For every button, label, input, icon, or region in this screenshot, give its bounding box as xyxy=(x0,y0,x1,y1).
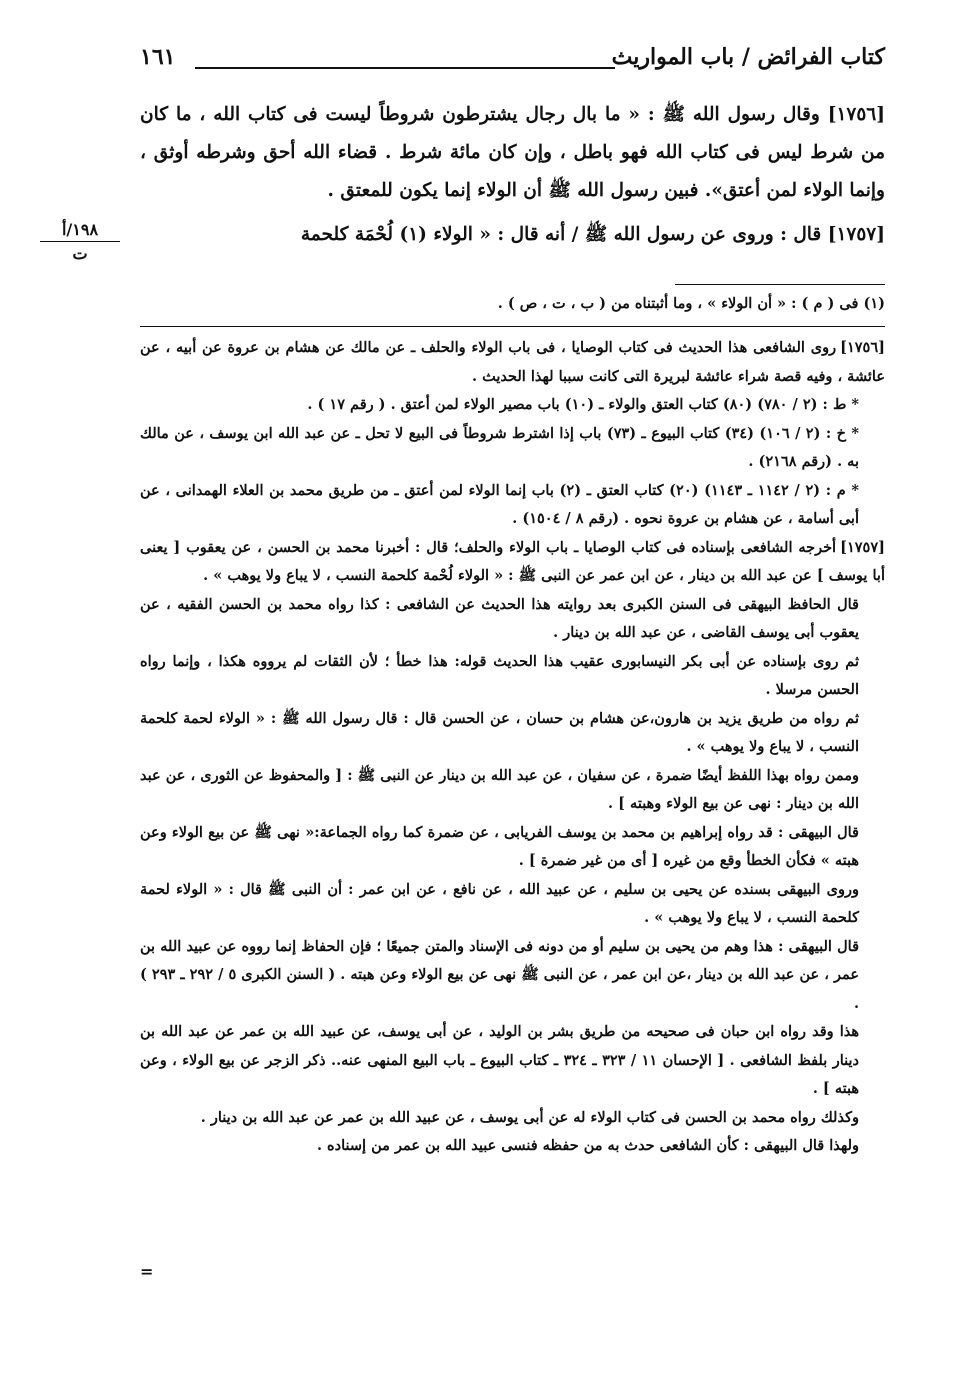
commentary-divider xyxy=(140,326,885,327)
commentary-paragraph: هذا وقد رواه ابن حبان فى صحيحه من طريق بشر بن الوليد ، عن أبى يوسف، عن عبيد الله بن عمر عن عبد الله بن دينار بلفظ الشافعى . [ الإحسان ١١ / ٣٢٣ ـ ٣٢٤ ـ كتاب البيوع ـ باب البيع المنهى عنه.. ذكر الزجر عن بيع الولاء ، وعن هبته ] . xyxy=(140,1023,859,1097)
citation-kh: * خ : (٢ / ١٠٦) (٣٤) كتاب البيوع ـ (٧٣) باب إذا اشترط شروطاً فى البيع لا تحل ـ عن عبد الله ابن يوسف ، عن مالك به . (رقم ٢١٦٨) . xyxy=(140,424,859,470)
manuscript-siglum: ت xyxy=(72,244,88,263)
hadith-text: وقال رسول الله ﷺ : « ما بال رجال يشترطون شروطاً ليست فى كتاب الله ، ما كان من شرط ليس فى كتاب الله فهو باطل ، وإن كان مائة شرط . قضاء الله أحق وشرطه أوثق ، وإنما الولاء لمن أعتق». فبين رسول الله ﷺ أن الولاء إنما يكون للمعتق . xyxy=(140,104,885,201)
hadith-number: [١٧٥٧] xyxy=(827,224,885,245)
commentary-number: [١٧٥٧] xyxy=(840,538,885,556)
commentary xyxy=(140,334,885,1161)
citation-m: * م : (٢ / ١١٤٢ ـ ١١٤٣) (٢٠) كتاب العتق ـ (٢) باب إنما الولاء لمن أعتق ـ من طريق محمد بن العلاء الهمدانى ، عن أبى أسامة ، عن هشام بن عروة نحوه . (رقم ٨ / ١٥٠٤) . xyxy=(140,481,859,527)
main-text xyxy=(140,96,885,254)
commentary-paragraph: قال البيهقى : هذا وهم من يحيى بن سليم أو من دونه فى الإسناد والمتن جميعًا ؛ فإن الحفاظ إنما رووه عن عبيد الله بن عمر ، عن عبد الله بن دينار ،عن ابن عمر ، عن النبى ﷺ نهى عن بيع الولاء وعن هبته . ( السنن الكبرى ٥ / ٢٩٢ ـ ٢٩٣ ) . xyxy=(140,937,859,1012)
commentary-paragraph: وممن رواه بهذا اللفظ أيضًا ضمرة ، عن سفيان ، عن عبد الله بن دينار عن النبى ﷺ : [ والمحفوظ عن الثورى ، عن عبد الله بن دينار : نهى عن بيع الولاء وهبته ] . xyxy=(140,766,859,812)
manuscript-folio: ١٩٨/أ xyxy=(40,220,120,242)
page-header xyxy=(140,40,885,84)
margin-note xyxy=(40,220,120,263)
commentary-paragraph: ولهذا قال البيهقى : كأن الشافعى حدث به من حفظه فنسى عبيد الله بن عمر من إسناده . xyxy=(316,1137,859,1154)
commentary-paragraph: ثم روى بإسناده عن أبى بكر النيسابورى عقيب هذا الحديث قوله: هذا خطأ ؛ لأن الثقات لم يرووه هكذا ، وإنما رواه الحسن مرسلا . xyxy=(140,652,859,698)
commentary-1757-intro: [١٧٥٧]أخرجه الشافعى بإسناده فى كتاب الوصايا ـ باب الولاء والحلف؛ قال : أخبرنا محمد بن الحسن ، عن يعقوب [ يعنى أبا يوسف ] عن عبد الله بن دينار ، عن ابن عمر عن النبى ﷺ : « الولاء لُحْمة كلحمة النسب ، لا يباع ولا يوهب » . xyxy=(140,538,885,584)
commentary-1756-intro: [١٧٥٦]روى الشافعى هذا الحديث فى كتاب الوصايا ، فى باب الولاء والحلف ـ عن مالك عن هشام بن عروة عن أبيه ، عن عائشة ، وفيه قصة شراء عائشة لبريرة التى كانت سببا لهذا الحديث . xyxy=(140,339,885,385)
hadith-text: قال : وروى عن رسول الله ﷺ / أنه قال : « الولاء (١) لُحْمَة كلحمة xyxy=(300,224,822,245)
header-rule xyxy=(195,67,615,69)
citation-ta: * ط : (٢ / ٧٨٠) (٨٠) كتاب العتق والولاء ـ (١٠) باب مصير الولاء لمن أعتق . ( رقم ١٧ ) . xyxy=(307,396,859,413)
commentary-number: [١٧٥٦] xyxy=(840,339,885,356)
page-number: ١٦١ xyxy=(140,44,176,70)
commentary-paragraph: وروى البيهقى بسنده عن يحيى بن سليم ، عن عبيد الله ، عن نافع ، عن ابن عمر : أن النبى ﷺ قال : « الولاء لحمة كلحمة النسب ، لا يباع ولا يوهب » . xyxy=(140,880,859,926)
commentary-paragraph: ثم رواه من طريق يزيد بن هارون،عن هشام بن حسان ، عن الحسن قال : قال رسول الله ﷺ : « الولاء لحمة كلحمة النسب ، لا يباع ولا يوهب » . xyxy=(140,709,859,755)
commentary-paragraph: وكذلك رواه محمد بن الحسن فى كتاب الولاء له عن أبى يوسف ، عن عبيد الله بن عمر عن عبد الله بن دينار . xyxy=(200,1108,859,1126)
footnote-divider xyxy=(675,284,885,285)
commentary-paragraph: قال البيهقى : قد رواه إبراهيم بن محمد بن يوسف الفريابى ، عن ضمرة كما رواه الجماعة:« نهى ﷺ عن بيع الولاء وعن هبته » فكأن الخطأ وقع من غيره [ أى من غير ضمرة ] . xyxy=(140,823,859,869)
hadith-1756 xyxy=(140,96,885,210)
hadith-number: [١٧٥٦] xyxy=(827,104,885,125)
commentary-paragraph: قال الحافظ البيهقى فى السنن الكبرى بعد روايته هذا الحديث عن الشافعى : كذا رواه محمد بن الحسن الفقيه ، عن يعقوب أبى يوسف القاضى ، عن عبد الله بن دينار . xyxy=(140,595,859,641)
footnote: (١) فى ( م ) : « أن الولاء » ، وما أثبتناه من ( ب ، ت ، ص ) . xyxy=(497,295,885,312)
running-title: كتاب الفرائض / باب المواريث xyxy=(611,44,885,70)
continuation-mark: = xyxy=(140,1262,154,1281)
hadith-1757 xyxy=(140,216,885,254)
